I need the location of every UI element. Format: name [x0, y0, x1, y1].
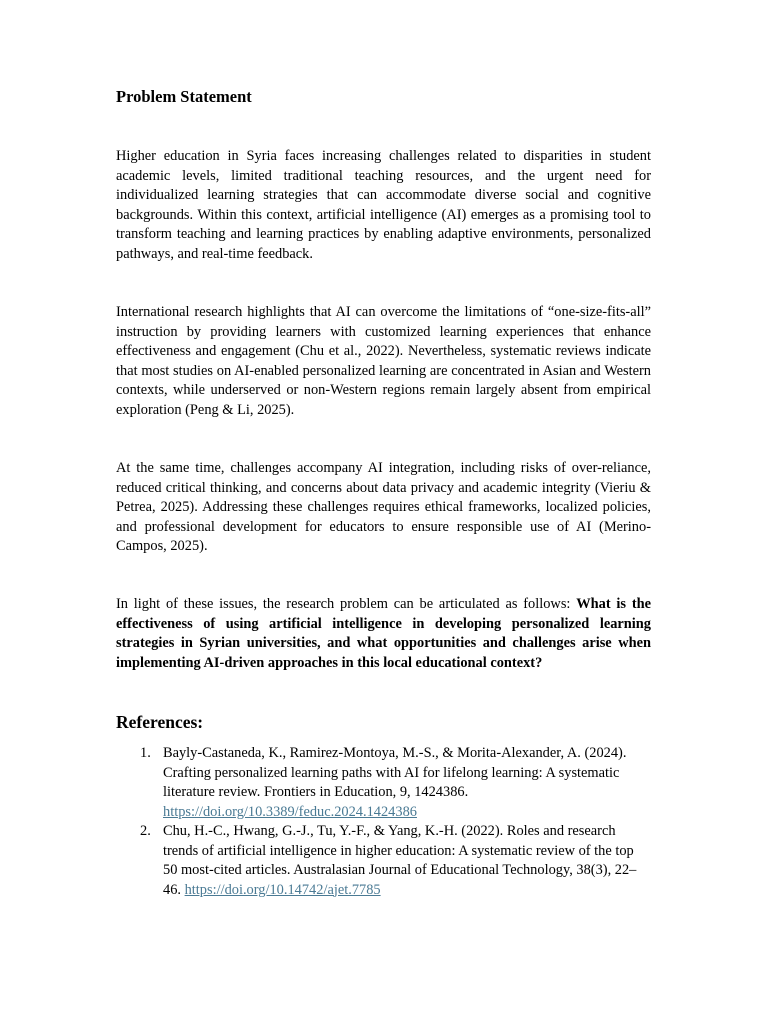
- reference-number: 2.: [140, 823, 151, 839]
- paragraph-3: At the same time, challenges accompany AI integration, including risks of over-reliance, reduced critical thinking, and concerns about data privacy and academic integrity (Vieriu & Petrea, 2025). Addressing these challenges requires ethical frameworks, localized policies, and professional development for educators to ensure responsible use of AI (Merino-Campos, 2025).: [116, 460, 651, 554]
- references-list: [116, 744, 651, 900]
- research-question: What is the effectiveness of using artificial intelligence in developing personalized learning strategies in Syrian universities, and what opportunities and challenges arise when implementing AI-driven approaches in this local educational context?: [116, 596, 651, 671]
- reference-text: Chu, H.-C., Hwang, G.-J., Tu, Y.-F., & Yang, K.-H. (2022). Roles and research trends of artificial intelligence in higher education: A systematic review of the top 50 most-cited articles. Australasian Journal of Educational Technology, 38(3), 22–46.: [163, 823, 637, 898]
- paragraph-4: [116, 595, 651, 673]
- reference-doi-link[interactable]: https://doi.org/10.14742/ajet.7785: [184, 881, 381, 898]
- paragraph-2: International research highlights that AI can overcome the limitations of “one-size-fits-all” instruction by providing learners with customized learning experiences that enhance effectiveness and engagement (Chu et al., 2022). Nevertheless, systematic reviews indicate that most studies on AI-enabled personalized learning are concentrated in Asian and Western contexts, while underserved or non-Western regions remain largely absent from empirical exploration (Peng & Li, 2025).: [116, 304, 651, 418]
- reference-text: Bayly-Castaneda, K., Ramirez-Montoya, M.-S., & Morita-Alexander, A. (2024). Crafting personalized learning paths with AI for lifelong learning: A systematic literature review. Frontiers in Education, 9, 1424386.: [163, 745, 627, 800]
- reference-doi-link[interactable]: https://doi.org/10.3389/feduc.2024.1424386: [163, 803, 417, 820]
- references-title: References:: [116, 712, 204, 732]
- reference-item: [116, 822, 651, 900]
- reference-item: [116, 744, 651, 822]
- paragraph-1: Higher education in Syria faces increasing challenges related to disparities in student academic levels, limited traditional teaching resources, and the urgent need for individualized learning strategies that can accommodate diverse social and cognitive backgrounds. Within this context, artificial intelligence (AI) emerges as a promising tool to transform teaching and learning practices by enabling adaptive environments, personalized pathways, and real-time feedback.: [116, 148, 651, 262]
- reference-number: 1.: [140, 745, 151, 761]
- section-title: Problem Statement: [116, 87, 252, 106]
- paragraph-4-intro: In light of these issues, the research problem can be articulated as follows:: [116, 596, 577, 612]
